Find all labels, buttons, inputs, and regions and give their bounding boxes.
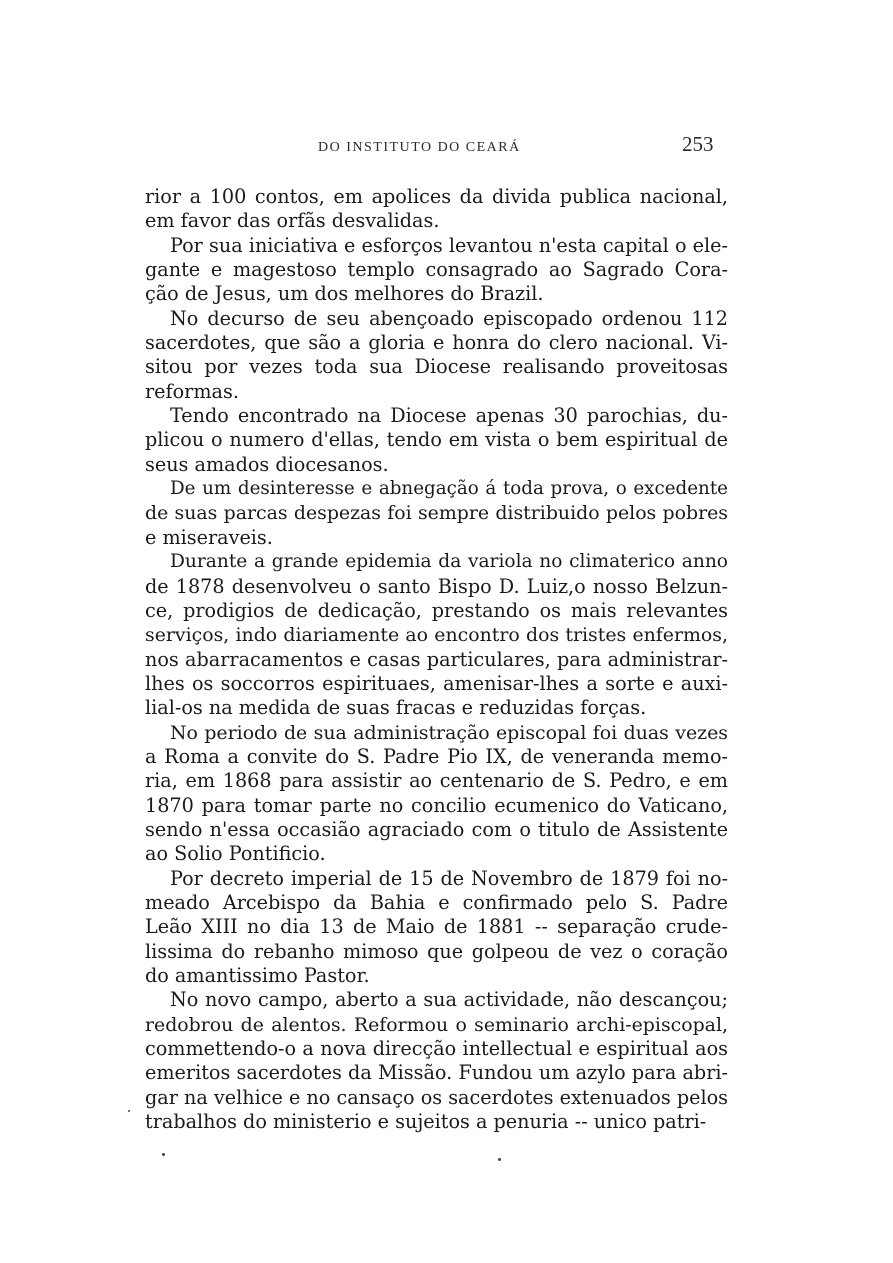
text-line: Durante a grande epidemia da variola no climaterico anno (170, 551, 728, 573)
text-line: gante e magestoso templo consagrado ao Sagrado Cora- (145, 258, 728, 282)
paragraph (145, 307, 728, 404)
paragraph (145, 550, 728, 720)
text-line: a Roma a convite do S. Padre Pio IX, de veneranda memo- (145, 744, 728, 768)
text-line: trabalhos do ministerio e sujeitos a penuria -- unico patri- (145, 1110, 707, 1134)
text-line: Leão XIII no dia 13 de Maio de 1881 -- separação crude- (145, 915, 728, 939)
text-line: seus amados diocesanos. (145, 452, 389, 476)
text-line: Por sua iniciativa e esforços levantou n'esta capital o ele- (170, 233, 728, 257)
text-line: ção de Jesus, um dos melhores do Brazil. (145, 282, 544, 306)
text-line: em favor das orfãs desvalidas. (145, 209, 440, 233)
paragraph (145, 234, 728, 307)
text-line: lhes os soccorros espirituaes, amenisar-lhes a sorte e auxi- (145, 671, 728, 695)
text-line: lissima do rebanho mimoso que golpeou de vez o coração (145, 939, 728, 963)
text-line: 1870 para tomar parte no concilio ecumenico do Vaticano, (145, 793, 728, 817)
text-line: No decurso de seu abençoado episcopado ordenou 112 (170, 306, 728, 330)
paragraph (145, 477, 728, 550)
text-line: Tendo encontrado na Diocese apenas 30 parochias, du- (170, 404, 728, 428)
paragraph (145, 721, 728, 867)
text-line: serviços, indo diariamente ao encontro dos tristes enfermos, (145, 624, 728, 647)
text-line: sitou por vezes toda sua Diocese realisando proveitosas (145, 355, 728, 379)
text-line: de suas parcas despezas foi sempre distribuido pelos pobres (145, 502, 728, 525)
text-line: plicou o numero d'ellas, tendo em vista o bem espiritual de (145, 428, 728, 452)
text-line: e miseraveis. (145, 525, 273, 549)
body-text (145, 185, 728, 1134)
text-line: No periodo de sua administração episcopal foi duas vezes (170, 721, 728, 744)
text-line: do amantissimo Pastor. (145, 964, 370, 987)
text-line: reformas. (145, 379, 239, 403)
text-line: No novo campo, aberto a sua actividade, não descançou; (170, 988, 728, 1012)
text-line: sendo n'essa occasião agraciado com o titulo de Assistente (145, 817, 728, 841)
text-line: ria, em 1868 para assistir ao centenario de S. Pedro, e em (145, 769, 728, 793)
text-line: commettendo-o a nova direcção intellectual e espiritual aos (145, 1037, 728, 1061)
running-head: DO INSTITUTO DO CEARÁ (318, 140, 521, 155)
text-line: ce, prodigios de dedicação, prestando os mais relevantes (145, 598, 728, 622)
scan-speck (162, 1153, 165, 1156)
text-line: meado Arcebispo da Bahia e confirmado pelo S. Padre (145, 890, 728, 914)
text-line: redobrou de alentos. Reformou o seminario archi-episcopal, (145, 1013, 728, 1036)
paragraph (145, 988, 728, 1134)
text-line: de 1878 desenvolveu o santo Bispo D. Luiz,o nosso Belzun- (145, 574, 728, 598)
paragraph (145, 404, 728, 477)
scan-speck (498, 1158, 501, 1161)
text-line: gar na velhice e no cansaço os sacerdotes extenuados pelos (145, 1085, 728, 1109)
text-line: De um desinteresse e abnegação á toda prova, o excedente (170, 478, 728, 500)
text-line: ao Solio Pontificio. (145, 842, 326, 866)
text-line: sacerdotes, que são a gloria e honra do clero nacional. Vi- (145, 331, 728, 355)
text-line: rior a 100 contos, em apolices da divida publica nacional, (145, 185, 728, 208)
text-line: nos abarracamentos e casas particulares, para administrar- (145, 647, 728, 671)
text-line: Por decreto imperial de 15 de Novembro de 1879 foi no- (170, 866, 728, 890)
scan-speck (128, 1110, 130, 1112)
paragraph (145, 185, 728, 234)
page-number: 253 (682, 132, 714, 156)
text-line: lial-os na medida de suas fracas e reduzidas forças. (145, 696, 647, 720)
text-line: emeritos sacerdotes da Missão. Fundou um azylo para abri- (145, 1061, 728, 1085)
paragraph (145, 867, 728, 989)
